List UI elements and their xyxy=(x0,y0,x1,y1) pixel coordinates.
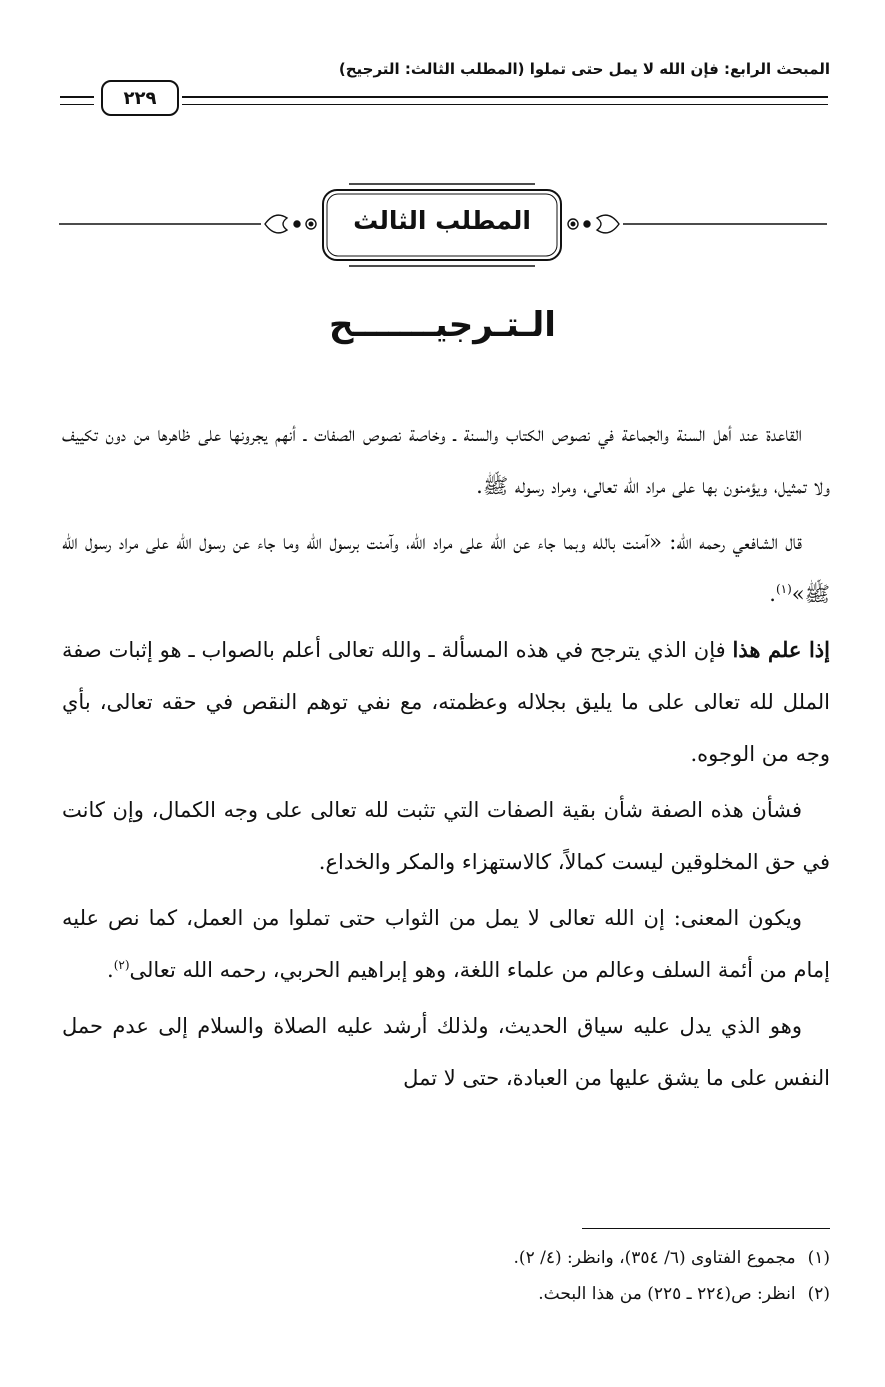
right-flourish-icon xyxy=(568,215,619,233)
footnote-text: مجموع الفتاوى (٦/ ٣٥٤)، وانظر: (٤/ ٢). xyxy=(513,1248,796,1268)
running-header-title: المبحث الرابع: فإن الله لا يمل حتى تملوا (المطلب الثالث: الترجيح) xyxy=(338,60,830,78)
paragraph-text: وهو الذي يدل عليه سياق الحديث، ولذلك أرشد عليه الصلاة والسلام إلى عدم حمل النفس على ما يشق عليها من العبادة، حتى لا تمل xyxy=(62,1014,830,1090)
paragraph-text-end: . xyxy=(769,582,776,606)
paragraph xyxy=(62,1000,830,1104)
paragraph-text: فشأن هذه الصفة شأن بقية الصفات التي تثبت لله تعالى على وجه الكمال، وإن كانت في حق المخلوقين ليست كمالاً، كالاستهزاء والمكر والخداع. xyxy=(62,798,830,874)
paragraph xyxy=(62,408,830,512)
footnote-number: (٢) xyxy=(807,1284,830,1304)
left-flourish-icon xyxy=(265,215,316,233)
header-divider xyxy=(182,96,828,105)
footnote-number: (١) xyxy=(807,1248,830,1268)
footnote-divider xyxy=(582,1228,830,1229)
paragraph-text: القاعدة عند أهل السنة والجماعة في نصوص الكتاب والسنة ـ وخاصة نصوص الصفات ـ أنهم يجرونها على ظاهرها من دون تكييف ولا تمثيل، ويؤمنون بها على مراد الله تعالى، ومراد رسوله ﷺ. xyxy=(62,422,830,498)
paragraph xyxy=(62,624,830,780)
paragraph-text: ويكون المعنى: إن الله تعالى لا يمل من الثواب حتى تملوا من العمل، كما نص عليه إمام من أئمة السلف وعالم من علماء اللغة، وهو إبراهيم الحربي، رحمه الله تعالى xyxy=(62,906,830,982)
section-heading: المطلب الثالث xyxy=(353,206,531,235)
page-title: الـتـرجيـــــــح xyxy=(329,305,556,345)
paragraph-text-end: . xyxy=(107,958,114,982)
paragraph-lead: إذا علم هذا xyxy=(732,637,830,662)
footnote xyxy=(62,1276,830,1312)
paragraph-text: فإن الذي يترجح في هذه المسألة ـ والله تعالى أعلم بالصواب ـ هو إثبات صفة الملل لله تعالى على ما يليق بجلاله وعظمته، مع نفي توهم النقص في حقه تعالى، بأي وجه من الوجوه. xyxy=(62,638,830,766)
footnote-text: انظر: ص(٢٢٤ ـ ٢٢٥) من هذا البحث. xyxy=(538,1284,796,1304)
paragraph xyxy=(62,516,830,620)
paragraph-text: قال الشافعي رحمه الله: «آمنت بالله وبما جاء عن الله على مراد الله، وآمنت برسول الله وما جاء عن رسول الله على مراد رسول الله ﷺ» xyxy=(62,530,830,606)
main-text xyxy=(62,408,830,1108)
page-number: ٢٢٩ xyxy=(101,80,179,116)
footnote-reference[interactable]: (١) xyxy=(775,582,792,596)
paragraph xyxy=(62,784,830,888)
header-divider-short xyxy=(60,96,94,105)
footnote xyxy=(62,1240,830,1276)
footnote-reference[interactable]: (٢) xyxy=(113,958,130,972)
footnotes xyxy=(62,1240,830,1312)
paragraph xyxy=(62,892,830,996)
